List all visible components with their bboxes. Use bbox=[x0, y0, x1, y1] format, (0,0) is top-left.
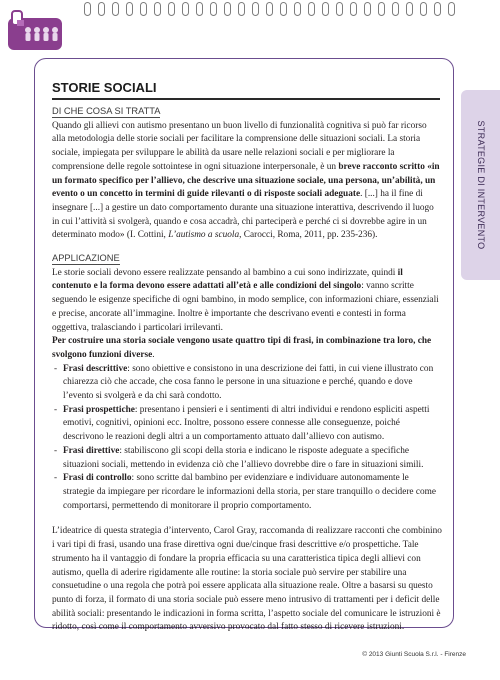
copyright-footer: © 2013 Giunti Scuola S.r.l. - Firenze bbox=[362, 651, 466, 658]
ring-icon bbox=[420, 2, 427, 16]
ring-icon bbox=[238, 2, 245, 16]
page-title: STORIE SOCIALI bbox=[52, 80, 157, 95]
ring-icon bbox=[266, 2, 273, 16]
ring-icon bbox=[392, 2, 399, 16]
item-term: Frasi direttive bbox=[63, 445, 120, 456]
ring-icon bbox=[196, 2, 203, 16]
side-tab bbox=[461, 90, 500, 280]
ring-icon bbox=[280, 2, 287, 16]
item-term: Frasi prospettiche bbox=[63, 404, 135, 415]
application-paragraph bbox=[52, 267, 442, 336]
logo-icon bbox=[4, 6, 66, 52]
ring-icon bbox=[154, 2, 161, 16]
ring-icon bbox=[84, 2, 91, 16]
text-span: Le storie sociali devono essere realizzate pensando al bambino a cui sono indirizzate, quindi bbox=[52, 267, 398, 278]
sentence-types-list bbox=[52, 363, 442, 514]
ring-icon bbox=[168, 2, 175, 16]
text-span: , Carocci, Roma, 2011, pp. 235-236). bbox=[239, 230, 378, 241]
main-content bbox=[52, 105, 442, 635]
list-item bbox=[52, 404, 442, 445]
title-divider bbox=[52, 98, 440, 100]
item-text: : presentano i pensieri e i sentimenti di altri individui e rendono espliciti aspetti emotivi, cognitivi, opinioni ecc. Inoltre, possono essere connesse alle conseguenze, poiché descrivono le reazioni degli altri a un comportamento attuato dall’allievo con autismo. bbox=[63, 404, 430, 443]
intro-paragraph bbox=[52, 120, 442, 243]
text-span: . [...] ha il fine di insegnare [...] a gestire un dato comportamento durante una situazione interattiva, descrivendo il luogo in cui l’attività si svolgerà, quando e cosa accadrà, chi parteciperà e perché ci si dovrebbe agire in un determinato modo» (I. Cottini, bbox=[52, 189, 434, 241]
side-tab-label: STRATEGIE DI INTERVENTO bbox=[475, 120, 486, 250]
ring-icon bbox=[434, 2, 441, 16]
ring-icon bbox=[336, 2, 343, 16]
item-text: : sono obiettive e consistono in una descrizione dei fatti, in cui viene illustrato con chiarezza ciò che accade, che cosa fanno le persone in una situazione e perché, quando e dove l’evento si svolgerà e da chi sarà condotto. bbox=[63, 363, 434, 402]
ring-icon bbox=[98, 2, 105, 16]
ring-icon bbox=[308, 2, 315, 16]
item-text: : sono scritte dal bambino per evidenziare e individuare autonomamente le strategie da impiegare per ricordare le informazioni della storia, per stare tranquillo o decidere come comportarsi, permettendo di monitorare il proprio comportamento. bbox=[63, 473, 436, 511]
text-bold: il contenuto e la forma devono essere adattati all’età e alle condizioni del singolo bbox=[52, 267, 403, 292]
section-heading: DI CHE COSA SI TRATTA bbox=[52, 106, 161, 116]
ring-icon bbox=[364, 2, 371, 16]
ring-icon bbox=[112, 2, 119, 16]
text-bold: Per costruire una storia sociale vengono usate quattro tipi di frasi, in combinazione tra loro, che svolgono funzioni diverse bbox=[52, 336, 432, 360]
list-item bbox=[52, 445, 442, 472]
text-span: . bbox=[152, 349, 155, 360]
ring-icon bbox=[252, 2, 259, 16]
sentence-types-intro bbox=[52, 335, 442, 362]
ring-icon bbox=[210, 2, 217, 16]
ring-icon bbox=[182, 2, 189, 16]
list-item bbox=[52, 472, 442, 513]
list-item bbox=[52, 363, 442, 404]
text-bold: breve racconto scritto «in un formato specifico per l’allievo, che descrive una situazione sociale, una persona, un’abilità, un evento o un concetto in termini di guide rilevanti o di risposte sociali adeguate bbox=[52, 161, 440, 200]
ring-icon bbox=[378, 2, 385, 16]
ring-icon bbox=[126, 2, 133, 16]
book-title: L’autismo a scuola bbox=[168, 230, 240, 241]
ring-icon bbox=[294, 2, 301, 16]
section-heading: APPLICAZIONE bbox=[52, 253, 120, 264]
ring-icon bbox=[448, 2, 455, 16]
ring-icon bbox=[406, 2, 413, 16]
ring-icon bbox=[350, 2, 357, 16]
item-term: Frasi descrittive bbox=[63, 363, 128, 374]
item-text: : stabiliscono gli scopi della storia e indicano le risposte adeguate a specifiche situazioni sociali, mettendo in evidenza ciò che l’allievo dovrebbe dire o fare in situazioni simili. bbox=[63, 445, 424, 470]
ring-icon bbox=[322, 2, 329, 16]
closing-paragraph: L’ideatrice di questa strategia d’intervento, Carol Gray, raccomanda di realizzare racconti che combinino i vari tipi di frasi, usando una frase direttiva ogni due/cinque frasi descrittive e/o prospettiche. Tale strumento ha il vantaggio di fondare la propria efficacia su una caratteristica tipica degli allievi con autismo, quella di aderire rigidamente alle routine: la storia sociale può servire per stabilire una consuetudine o una regola che potrà poi essere applicata alla situazione reale. Oltre a basarsi su questo punto di forza, il formato di una storia sociale può essere meno intrusivo di trattamenti per i deficit delle abilità sociali: presentando le indicazioni in forma scritta, l’aspetto sociale del comunicare le istruzioni è ridotto, così come il comportamento avversivo provocato dal fatto stesso di ricevere istruzioni. bbox=[52, 526, 442, 633]
ring-icon bbox=[140, 2, 147, 16]
text-span: : vanno scritte seguendo le esigenze specifiche di ogni bambino, in modo semplice, con informazioni chiare, essenziali e precise, ancorate all’immagine. Inoltre è importante che descrivano eventi e contesti in forma oggettiva, tralasciando i particolari irrilevanti. bbox=[52, 281, 439, 333]
ring-icon bbox=[224, 2, 231, 16]
item-term: Frasi di controllo bbox=[63, 473, 132, 484]
text-span: Quando gli allievi con autismo presentano un buon livello di funzionalità cognitiva si può far ricorso alla metodologia delle storie sociali per facilitare la comprensione delle situazioni sociali. La storia sociale, impiegata per sviluppare le abilità da usare nelle relazioni sociali e per migliorare la comprensione delle regole sottointese in ogni situazione interpersonale, è un bbox=[52, 120, 427, 172]
